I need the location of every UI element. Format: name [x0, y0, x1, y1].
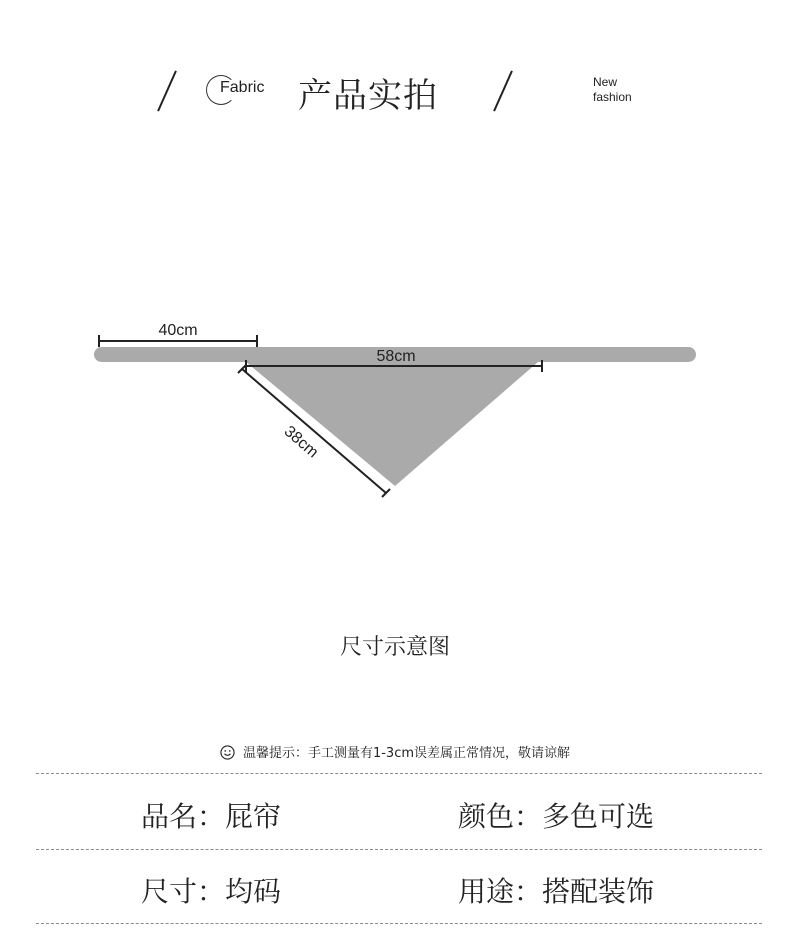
spec-color: 颜色：多色可选	[458, 800, 655, 833]
divider-middle	[36, 849, 762, 850]
dim-base-label: 58cm	[376, 348, 416, 365]
smile-icon	[220, 745, 235, 760]
dim-side-label: 38cm	[280, 422, 322, 462]
dim-width-label: 40cm	[158, 322, 198, 339]
divider-top	[36, 773, 762, 774]
spec-usage: 用途：搭配装饰	[458, 875, 655, 908]
new-label: New	[593, 75, 618, 89]
fashion-label: fashion	[593, 90, 632, 104]
spec-name: 品名：屁帘	[141, 800, 282, 833]
fabric-label: Fabric	[220, 79, 265, 96]
page-title: 产品实拍	[298, 76, 438, 116]
notice-text: 温馨提示：手工测量有1-3cm误差属正常情况，敬请谅解	[242, 746, 571, 761]
notice-row	[0, 742, 790, 761]
divider-bottom	[36, 923, 762, 924]
diagram-caption: 尺寸示意图	[339, 635, 450, 660]
spec-size: 尺寸：均码	[141, 875, 282, 908]
